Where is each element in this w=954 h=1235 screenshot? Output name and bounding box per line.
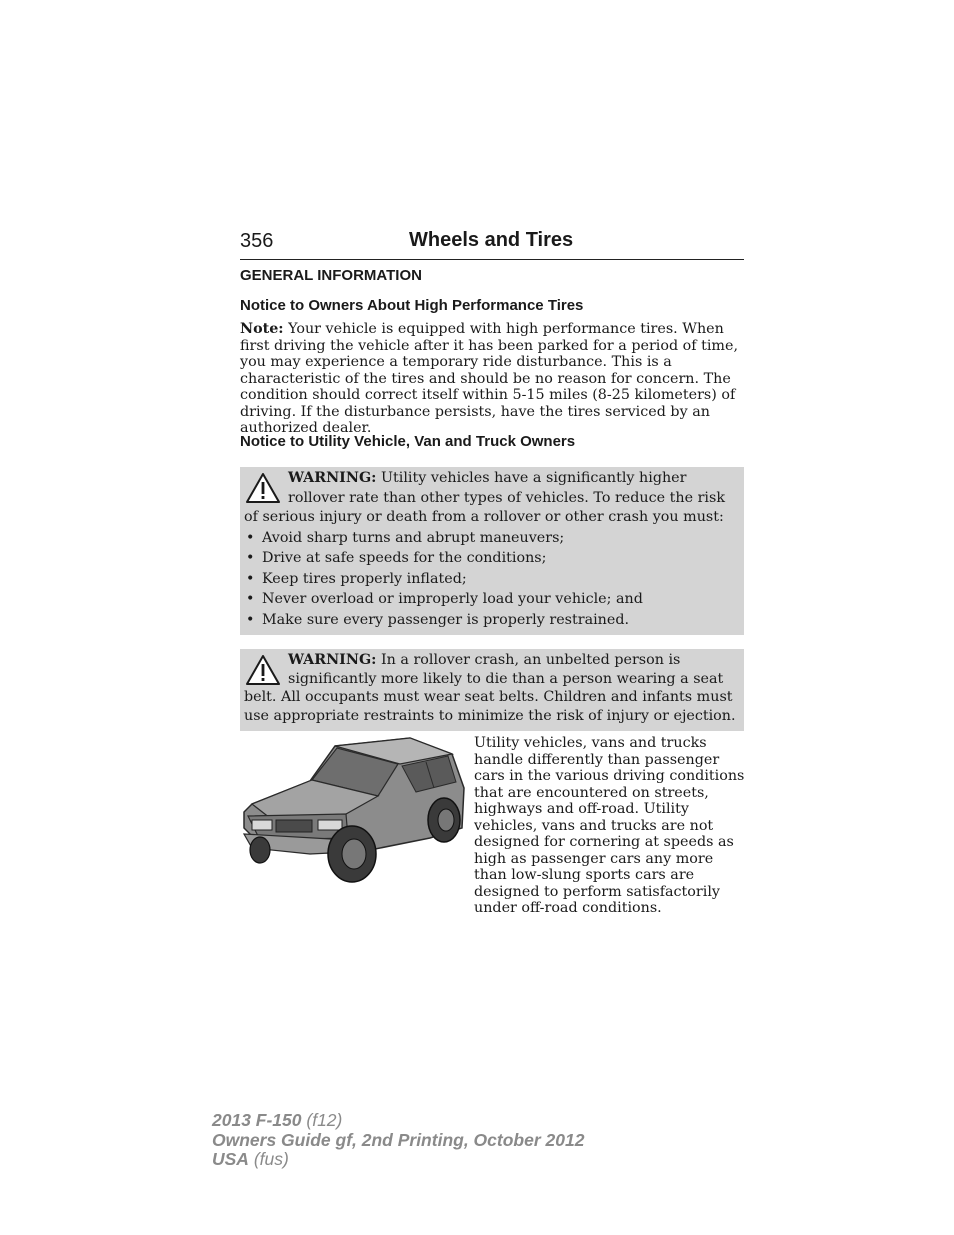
bullet-item: • Never overload or improperly load your vehicle; and [244,590,740,610]
page-number: 356 [240,230,274,252]
warning-1-label: WARNING: [288,470,377,486]
page-header [240,228,744,260]
page-footer [212,1111,584,1170]
warning-2-label: WARNING: [288,652,377,668]
bullet-item: • Make sure every passenger is properly restrained. [244,611,740,631]
high-performance-notice-body [240,321,744,437]
note-label: Note: [240,321,284,337]
note-text: Your vehicle is equipped with high performance tires. When first driving the vehicle after it has been parked for a period of time, you may experience a temporary ride disturbance. This is a characteristic of the tires and should be no reason for concern. The condition should correct itself within 5-15 miles (8-25 kilometers) of driving. If the disturbance persists, have the tires serviced by an authorized dealer. [240,321,738,436]
utility-notice-title: Notice to Utility Vehicle, Van and Truck Owners [240,433,576,450]
high-performance-notice-title: Notice to Owners About High Performance Tires [240,297,584,314]
section-heading: GENERAL INFORMATION [240,267,422,284]
bullet-item: • Keep tires properly inflated; [244,570,740,590]
bullet-item: • Avoid sharp turns and abrupt maneuvers; [244,529,740,549]
warning-triangle-icon [244,471,282,505]
utility-vehicle-illustration [240,736,468,886]
seat-belt-warning-box [240,649,744,731]
footer-model-line: 2013 F-150 (f12) [212,1110,343,1130]
footer-guide-line: Owners Guide gf, 2nd Printing, October 2012 [212,1129,585,1150]
utility-handling-paragraph: Utility vehicles, vans and trucks handle differently than passenger cars in the various driving conditions that are encountered on streets, highways and off-road. Utility vehicles, vans and trucks are not designed for cornering at speeds as high as passenger cars any more than low-slung sports cars are designed to perform satisfactorily under off-road conditions. [474,735,745,916]
warning-2-text: WARNING: In a rollover crash, an unbelted person is significantly more likely to die than a person wearing a seat belt. All occupants must wear seat belts. Children and infants must use appropriate restraints to minimize the risk of injury or ejection. [244,652,736,724]
warning-1-bullet-list [244,529,740,631]
rollover-warning-box [240,467,744,635]
footer-market-line: USA (fus) [212,1149,289,1169]
warning-triangle-icon [244,653,282,687]
bullet-item: • Drive at safe speeds for the conditions; [244,549,740,569]
warning-1-text: WARNING: Utility vehicles have a significantly higher rollover rate than other types of vehicles. To reduce the risk of serious injury or death from a rollover or other crash you must: [244,470,726,525]
chapter-title: Wheels and Tires [409,229,574,251]
